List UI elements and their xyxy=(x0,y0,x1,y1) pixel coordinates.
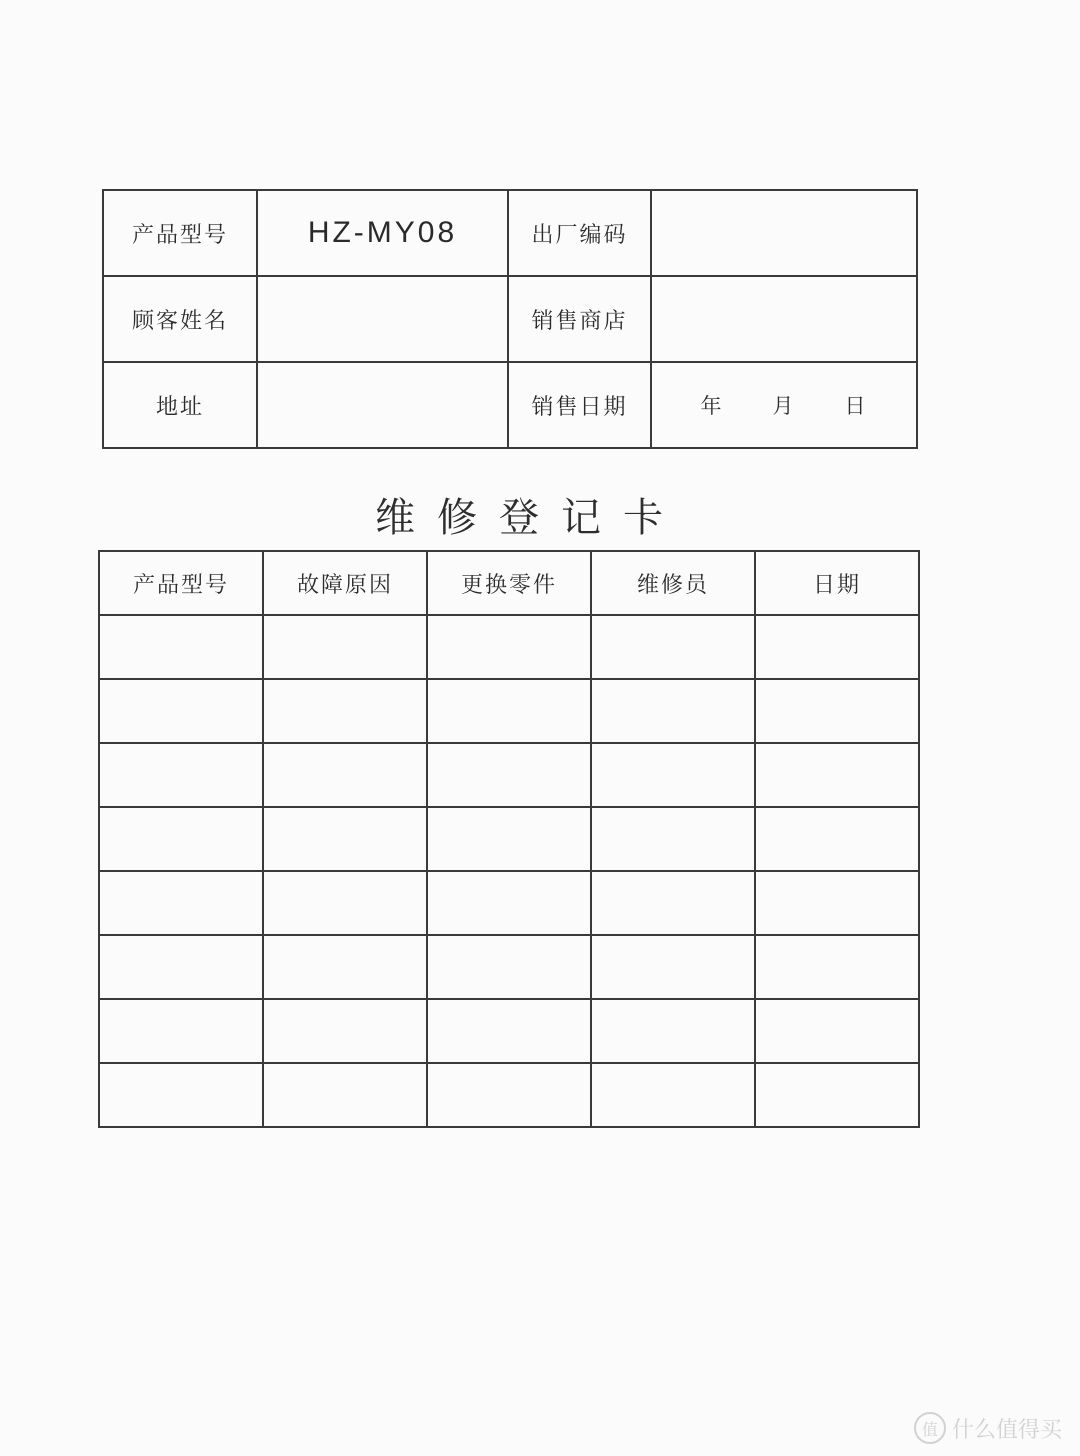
label-sale-date: 销售日期 xyxy=(508,362,651,448)
table-cell[interactable] xyxy=(591,1063,755,1127)
table-cell[interactable] xyxy=(263,615,427,679)
table-row xyxy=(99,935,919,999)
table-cell[interactable] xyxy=(591,935,755,999)
table-cell[interactable] xyxy=(755,743,919,807)
label-customer-name: 顾客姓名 xyxy=(103,276,257,362)
watermark-text: 什么值得买 xyxy=(951,1417,1062,1443)
table-cell[interactable] xyxy=(99,615,263,679)
table-cell[interactable] xyxy=(99,871,263,935)
table-row xyxy=(99,999,919,1063)
header-date: 日期 xyxy=(755,551,919,615)
info-row-customer xyxy=(103,276,917,362)
table-cell[interactable] xyxy=(263,807,427,871)
table-row xyxy=(99,615,919,679)
table-cell[interactable] xyxy=(263,935,427,999)
watermark xyxy=(914,1412,1062,1444)
table-cell[interactable] xyxy=(427,1063,591,1127)
table-cell[interactable] xyxy=(263,743,427,807)
table-cell[interactable] xyxy=(263,1063,427,1127)
table-cell[interactable] xyxy=(263,999,427,1063)
repair-record-table xyxy=(98,550,920,1128)
factory-code-field[interactable] xyxy=(651,190,917,276)
table-cell[interactable] xyxy=(427,871,591,935)
table-cell[interactable] xyxy=(427,935,591,999)
label-product-model: 产品型号 xyxy=(103,190,257,276)
table-cell[interactable] xyxy=(755,807,919,871)
table-cell[interactable] xyxy=(99,999,263,1063)
header-fault-cause: 故障原因 xyxy=(263,551,427,615)
table-row xyxy=(99,743,919,807)
table-cell[interactable] xyxy=(99,743,263,807)
table-row xyxy=(99,807,919,871)
table-cell[interactable] xyxy=(755,935,919,999)
header-product-model: 产品型号 xyxy=(99,551,263,615)
table-cell[interactable] xyxy=(99,679,263,743)
label-factory-code: 出厂编码 xyxy=(508,190,651,276)
product-info-table xyxy=(102,189,918,449)
table-row xyxy=(99,679,919,743)
table-cell[interactable] xyxy=(263,679,427,743)
table-cell[interactable] xyxy=(427,615,591,679)
page-title: 维修登记卡 xyxy=(375,495,685,541)
info-row-address xyxy=(103,362,917,448)
table-cell[interactable] xyxy=(591,679,755,743)
product-model-value[interactable]: HZ-MY08 xyxy=(257,190,508,276)
table-cell[interactable] xyxy=(427,999,591,1063)
table-row xyxy=(99,871,919,935)
year-label: 年 xyxy=(700,394,724,418)
table-cell[interactable] xyxy=(755,999,919,1063)
info-row-model xyxy=(103,190,917,276)
header-technician: 维修员 xyxy=(591,551,755,615)
table-cell[interactable] xyxy=(591,807,755,871)
table-cell[interactable] xyxy=(755,871,919,935)
table-cell[interactable] xyxy=(263,871,427,935)
table-cell[interactable] xyxy=(427,679,591,743)
table-cell[interactable] xyxy=(591,871,755,935)
label-address: 地址 xyxy=(103,362,257,448)
store-field[interactable] xyxy=(651,276,917,362)
label-store: 销售商店 xyxy=(508,276,651,362)
day-label: 日 xyxy=(844,394,868,418)
table-cell[interactable] xyxy=(755,615,919,679)
table-cell[interactable] xyxy=(99,935,263,999)
address-field[interactable] xyxy=(257,362,508,448)
table-cell[interactable] xyxy=(591,615,755,679)
table-cell[interactable] xyxy=(427,807,591,871)
table-cell[interactable] xyxy=(755,679,919,743)
table-cell[interactable] xyxy=(591,999,755,1063)
repair-header-row xyxy=(99,551,919,615)
table-cell[interactable] xyxy=(99,1063,263,1127)
watermark-logo-icon: 值 xyxy=(914,1412,946,1444)
table-cell[interactable] xyxy=(427,743,591,807)
table-row xyxy=(99,1063,919,1127)
table-cell[interactable] xyxy=(591,743,755,807)
table-cell[interactable] xyxy=(755,1063,919,1127)
header-replaced-parts: 更换零件 xyxy=(427,551,591,615)
sale-date-field[interactable] xyxy=(651,362,917,448)
customer-name-field[interactable] xyxy=(257,276,508,362)
month-label: 月 xyxy=(772,394,796,418)
table-cell[interactable] xyxy=(99,807,263,871)
